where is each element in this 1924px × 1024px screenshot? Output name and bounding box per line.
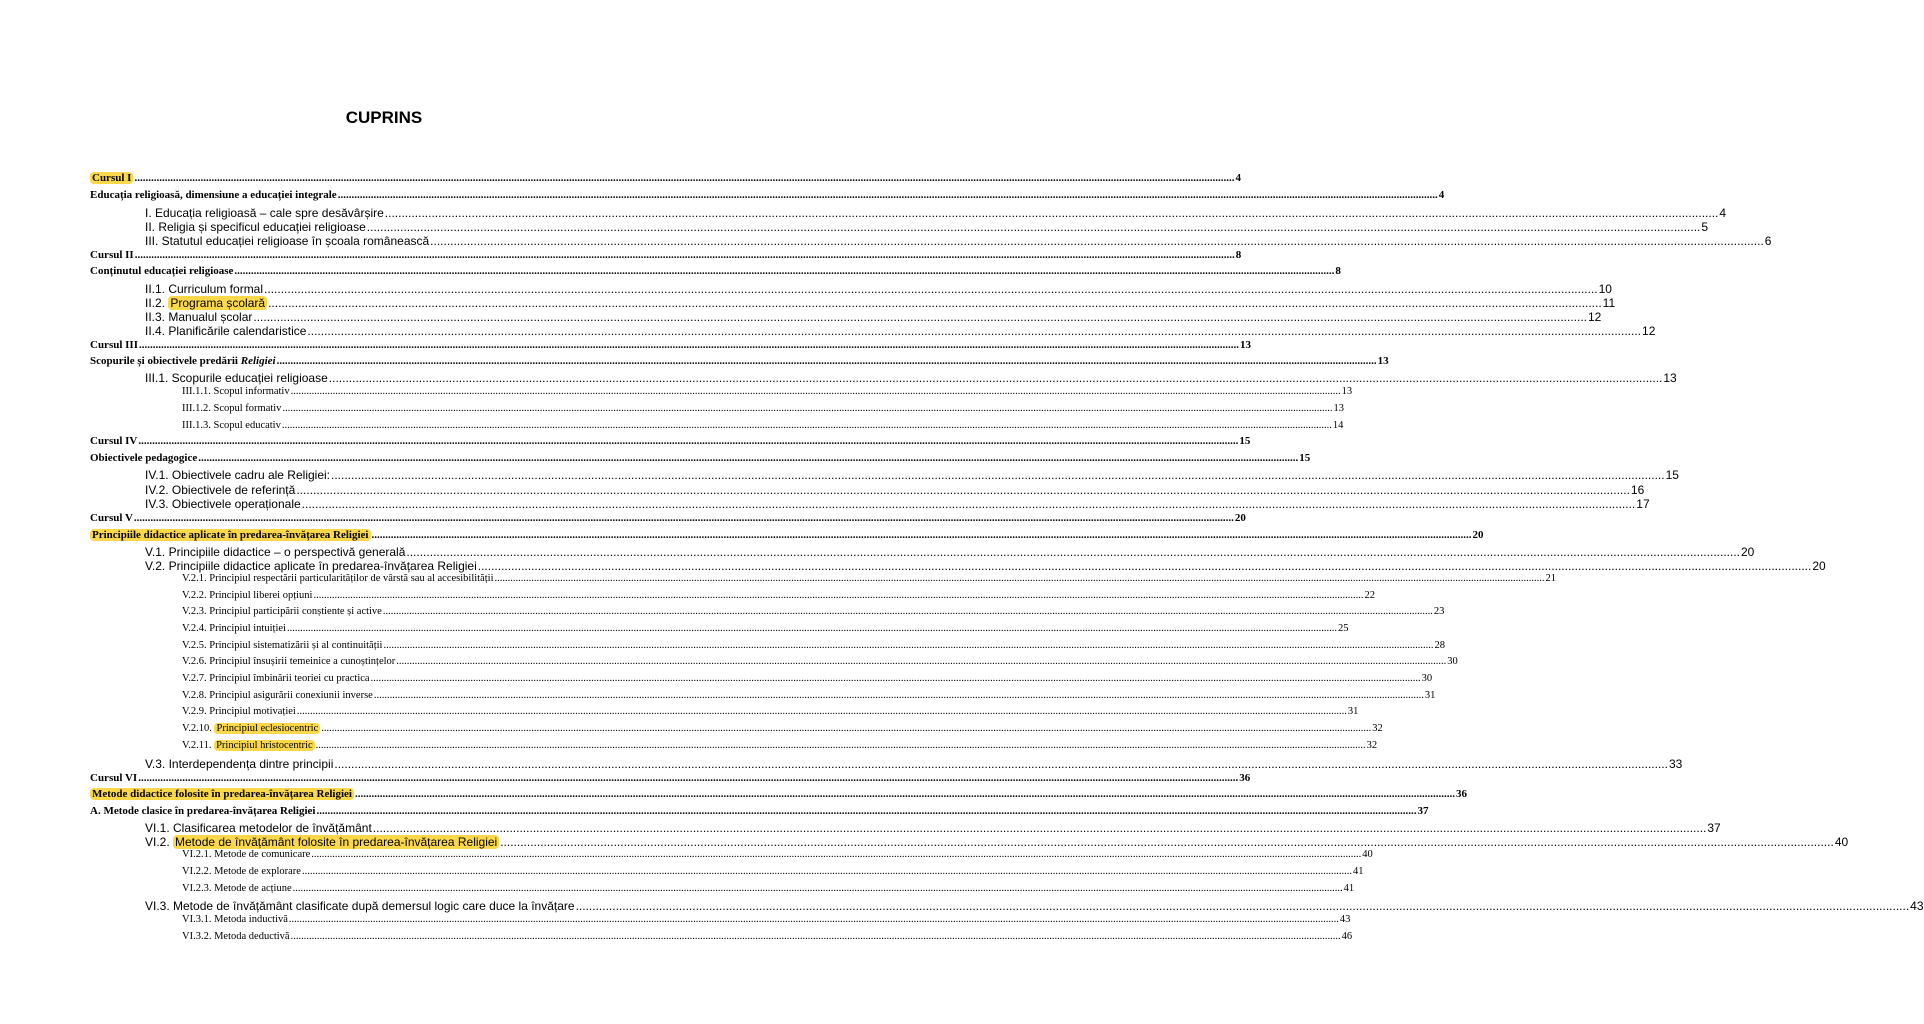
toc-entry-page-number: 21 bbox=[1545, 573, 1556, 584]
toc-entry-page-number: 33 bbox=[1668, 757, 1683, 771]
toc-entry-label bbox=[145, 296, 267, 310]
dot-leader: ................................................................................................................................................................................................................................................................................................................................................................................................................ bbox=[138, 772, 1239, 784]
toc-entry-title: II.4. Planificările calendaristice bbox=[145, 324, 307, 338]
toc-entry-title: IV.1. Obiectivele cadru ale Religiei: bbox=[145, 468, 330, 482]
dot-leader: ................................................................................................................................................................................................................................................................................................................................................................................................................ bbox=[253, 310, 1587, 324]
toc-entry-title: VI.1. Clasificarea metodelor de învățământ bbox=[145, 821, 372, 835]
dot-leader: ................................................................................................................................................................................................................................................................................................................................................................................................................ bbox=[134, 249, 1235, 261]
toc-entry-page-number: 16 bbox=[1630, 483, 1645, 497]
toc-entry-page-number: 20 bbox=[1472, 529, 1484, 541]
toc-entry-label bbox=[145, 310, 252, 324]
dot-leader: ................................................................................................................................................................................................................................................................................................................................................................................................................ bbox=[315, 740, 1366, 751]
dot-leader: ................................................................................................................................................................................................................................................................................................................................................................................................................ bbox=[134, 172, 1235, 184]
dot-leader: ................................................................................................................................................................................................................................................................................................................................................................................................................ bbox=[382, 606, 1433, 617]
toc-entry-title: Metode de învățământ folosite în predarea-învățarea Religiei bbox=[175, 835, 498, 849]
dot-leader: ................................................................................................................................................................................................................................................................................................................................................................................................................ bbox=[292, 883, 1343, 894]
toc-entry-label bbox=[182, 606, 382, 617]
toc-entry-page-number: 32 bbox=[1372, 723, 1383, 734]
toc-entry-title: III. Statutul educației religioase în școala românească bbox=[145, 234, 430, 248]
toc-entry-title: V.2.5. Principiul sistematizării și al continuității bbox=[182, 640, 383, 651]
toc-entry-label bbox=[145, 835, 499, 849]
toc-entry-page-number: 36 bbox=[1455, 788, 1467, 800]
toc-entry[interactable] bbox=[145, 545, 1755, 559]
toc-entry-page-number: 20 bbox=[1234, 512, 1246, 524]
toc-entry-label bbox=[90, 772, 137, 784]
toc-entry[interactable] bbox=[182, 866, 1364, 877]
toc-entry-page-number: 31 bbox=[1347, 706, 1359, 717]
toc-entry[interactable] bbox=[90, 355, 1389, 367]
toc-entry-label bbox=[182, 656, 395, 667]
toc-entry-title: V.3. Interdependența dintre principii bbox=[145, 757, 334, 771]
dot-leader: ................................................................................................................................................................................................................................................................................................................................................................................................................ bbox=[307, 324, 1642, 338]
dot-leader: ................................................................................................................................................................................................................................................................................................................................................................................................................ bbox=[337, 189, 1438, 201]
toc-entry-number: II.2. bbox=[145, 296, 169, 310]
toc-entry-label bbox=[145, 559, 477, 573]
toc-entry-page-number: 4 bbox=[1235, 172, 1241, 184]
dot-leader: ................................................................................................................................................................................................................................................................................................................................................................................................................ bbox=[370, 673, 1421, 684]
toc-entry-label bbox=[145, 282, 263, 296]
toc-entry-label bbox=[145, 324, 306, 338]
toc-entry[interactable] bbox=[90, 435, 1251, 447]
toc-entry-title: V.2. Principiile didactice aplicate în predarea-învățarea Religiei bbox=[145, 559, 477, 573]
toc-entry-label bbox=[182, 723, 320, 734]
toc-entry[interactable] bbox=[182, 573, 1556, 584]
toc-entry-title: II. Religia și specificul educației religioase bbox=[145, 220, 366, 234]
toc-entry[interactable] bbox=[145, 483, 1645, 497]
dot-leader: ................................................................................................................................................................................................................................................................................................................................................................................................................ bbox=[282, 403, 1333, 414]
toc-entry-page-number: 43 bbox=[1910, 899, 1924, 913]
toc-entry-number: VI.2. bbox=[145, 835, 174, 849]
toc-entry-label bbox=[182, 690, 373, 701]
toc-entry-label bbox=[145, 545, 405, 559]
toc-entry[interactable] bbox=[182, 931, 1353, 942]
toc-entry-label bbox=[90, 788, 354, 800]
toc-entry-label bbox=[182, 866, 301, 877]
toc-entry-number: V.2.11. bbox=[182, 740, 215, 751]
toc-entry[interactable] bbox=[182, 386, 1353, 397]
toc-entry-title: Scopurile și obiectivele predării bbox=[90, 355, 241, 367]
dot-leader: ................................................................................................................................................................................................................................................................................................................................................................................................................ bbox=[234, 265, 1335, 277]
toc-entry-page-number: 20 bbox=[1812, 559, 1826, 573]
toc-entry[interactable] bbox=[90, 788, 1467, 800]
toc-entry-number: V.2.10. bbox=[182, 723, 215, 734]
dot-leader: ................................................................................................................................................................................................................................................................................................................................................................................................................ bbox=[575, 899, 1910, 913]
toc-entry-title: V.2.3. Principiul participării conștiente și active bbox=[182, 606, 382, 617]
toc-entry[interactable] bbox=[182, 420, 1344, 431]
toc-entry-page-number: 20 bbox=[1740, 545, 1755, 559]
toc-entry-label bbox=[90, 172, 133, 184]
toc-entry-page-number: 41 bbox=[1343, 883, 1355, 894]
toc-entry-page-number: 30 bbox=[1421, 673, 1433, 684]
toc-entry-title: Cursul VI bbox=[90, 772, 138, 784]
toc-entry-title: VI.2.1. Metode de comunicare bbox=[182, 849, 311, 860]
toc-entry-title: IV.2. Obiectivele de referință bbox=[145, 483, 296, 497]
dot-leader: ................................................................................................................................................................................................................................................................................................................................................................................................................ bbox=[371, 529, 1472, 541]
toc-entry[interactable] bbox=[90, 772, 1251, 784]
toc-entry-title: IV.3. Obiectivele operaționale bbox=[145, 497, 301, 511]
dot-leader: ................................................................................................................................................................................................................................................................................................................................................................................................................ bbox=[198, 452, 1299, 464]
dot-leader: ................................................................................................................................................................................................................................................................................................................................................................................................................ bbox=[296, 706, 1347, 717]
toc-entry-page-number: 40 bbox=[1362, 849, 1373, 860]
dot-leader: ................................................................................................................................................................................................................................................................................................................................................................................................................ bbox=[384, 206, 1719, 220]
dot-leader: ................................................................................................................................................................................................................................................................................................................................................................................................................ bbox=[290, 386, 1341, 397]
toc-entry-title: Cursul II bbox=[90, 249, 134, 261]
dot-leader: ................................................................................................................................................................................................................................................................................................................................................................................................................ bbox=[286, 623, 1337, 634]
toc-entry-title: Conținutul educației religioase bbox=[90, 265, 234, 277]
toc-entry-page-number: 46 bbox=[1341, 931, 1353, 942]
toc-entry-page-number: 15 bbox=[1665, 468, 1679, 482]
dot-leader: ................................................................................................................................................................................................................................................................................................................................................................................................................ bbox=[139, 339, 1239, 351]
toc-entry[interactable] bbox=[182, 623, 1349, 634]
toc-entry-title: III.1.3. Scopul educativ bbox=[182, 420, 281, 431]
toc-entry-title: I. Educația religioasă – cale spre desăvârșire bbox=[145, 206, 384, 220]
toc-entry[interactable] bbox=[145, 324, 1656, 338]
toc-entry-page-number: 10 bbox=[1598, 282, 1612, 296]
toc-entry-page-number: 12 bbox=[1587, 310, 1602, 324]
toc-entry-label bbox=[182, 403, 281, 414]
toc-entry-page-number: 30 bbox=[1447, 656, 1458, 667]
toc-entry-label bbox=[90, 249, 134, 261]
toc-entry-title: Metode didactice folosite în predarea-învățarea Religiei bbox=[92, 788, 352, 800]
toc-entry-title: III.1.1. Scopul informativ bbox=[182, 386, 290, 397]
toc-entry-label bbox=[90, 435, 137, 447]
toc-entry-label bbox=[182, 640, 382, 651]
toc-entry-label bbox=[145, 821, 372, 835]
toc-entry[interactable] bbox=[90, 172, 1241, 184]
dot-leader: ................................................................................................................................................................................................................................................................................................................................................................................................................ bbox=[296, 483, 1630, 497]
toc-entry[interactable] bbox=[145, 835, 1849, 849]
toc-entry-label bbox=[182, 590, 312, 601]
toc-entry-label bbox=[145, 468, 330, 482]
toc-entry-label bbox=[145, 371, 328, 385]
toc-entry-title: III.1. Scopurile educației religioase bbox=[145, 371, 328, 385]
dot-leader: ................................................................................................................................................................................................................................................................................................................................................................................................................ bbox=[301, 497, 1636, 511]
toc-entry-page-number: 37 bbox=[1707, 821, 1721, 835]
toc-entry[interactable] bbox=[182, 723, 1383, 734]
toc-entry-page-number: 17 bbox=[1636, 497, 1650, 511]
toc-entry-page-number: 6 bbox=[1764, 234, 1772, 248]
toc-entry[interactable] bbox=[182, 590, 1375, 601]
toc-entry[interactable] bbox=[182, 640, 1445, 651]
toc-entry-label bbox=[182, 849, 310, 860]
toc-entry-title: Principiile didactice aplicate în predarea-învățarea Religiei bbox=[92, 529, 369, 541]
toc-entry-label bbox=[145, 234, 429, 248]
toc-entry[interactable] bbox=[145, 234, 1772, 248]
dot-leader: ................................................................................................................................................................................................................................................................................................................................................................................................................ bbox=[396, 656, 1447, 667]
toc-entry-label bbox=[90, 355, 276, 367]
toc-entry-label bbox=[145, 206, 384, 220]
dot-leader: ................................................................................................................................................................................................................................................................................................................................................................................................................ bbox=[373, 690, 1424, 701]
toc-entry-page-number: 13 bbox=[1663, 371, 1677, 385]
dot-leader: ................................................................................................................................................................................................................................................................................................................................................................................................................ bbox=[331, 468, 1665, 482]
toc-entry-label bbox=[90, 529, 371, 541]
page-title: CUPRINS bbox=[345, 108, 423, 127]
dot-leader: ................................................................................................................................................................................................................................................................................................................................................................................................................ bbox=[313, 590, 1364, 601]
toc-entry-page-number: 15 bbox=[1299, 452, 1311, 464]
dot-leader: ................................................................................................................................................................................................................................................................................................................................................................................................................ bbox=[281, 420, 1332, 431]
toc-entry-label bbox=[145, 497, 301, 511]
toc-entry-page-number: 28 bbox=[1434, 640, 1445, 651]
dot-leader: ................................................................................................................................................................................................................................................................................................................................................................................................................ bbox=[301, 866, 1352, 877]
toc-entry-label bbox=[90, 189, 337, 201]
toc-entry[interactable] bbox=[145, 282, 1612, 296]
toc-entry[interactable] bbox=[90, 249, 1242, 261]
toc-entry-page-number: 43 bbox=[1339, 914, 1351, 925]
toc-entry-label bbox=[182, 706, 296, 717]
toc-entry[interactable] bbox=[90, 339, 1251, 351]
toc-entry-title: Principiul eclesiocentric bbox=[216, 723, 319, 734]
toc-entry[interactable] bbox=[182, 656, 1458, 667]
toc-entry[interactable] bbox=[182, 740, 1378, 751]
toc-entry[interactable] bbox=[90, 512, 1246, 524]
toc-entry[interactable] bbox=[145, 821, 1721, 835]
toc-entry-label bbox=[90, 512, 133, 524]
toc-entry-label bbox=[182, 914, 288, 925]
toc-entry-title: Cursul III bbox=[90, 339, 138, 351]
dot-leader: ................................................................................................................................................................................................................................................................................................................................................................................................................ bbox=[372, 821, 1707, 835]
toc-entry[interactable] bbox=[145, 757, 1683, 771]
toc-entry[interactable] bbox=[90, 189, 1445, 201]
dot-leader: ................................................................................................................................................................................................................................................................................................................................................................................................................ bbox=[366, 220, 1701, 234]
toc-entry-title: Cursul V bbox=[90, 512, 133, 524]
toc-entry-page-number: 8 bbox=[1335, 265, 1341, 277]
toc-entry-label bbox=[90, 265, 233, 277]
dot-leader: ................................................................................................................................................................................................................................................................................................................................................................................................................ bbox=[334, 757, 1668, 771]
toc-entry-page-number: 25 bbox=[1337, 623, 1349, 634]
toc-entry-title: Obiectivele pedagogice bbox=[90, 452, 198, 464]
dot-leader: ................................................................................................................................................................................................................................................................................................................................................................................................................ bbox=[288, 914, 1339, 925]
toc-entry-title: VI.2.3. Metode de acțiune bbox=[182, 883, 292, 894]
dot-leader: ................................................................................................................................................................................................................................................................................................................................................................................................................ bbox=[500, 835, 1834, 849]
dot-leader: ................................................................................................................................................................................................................................................................................................................................................................................................................ bbox=[328, 371, 1663, 385]
toc-entry-page-number: 31 bbox=[1424, 690, 1436, 701]
dot-leader: ................................................................................................................................................................................................................................................................................................................................................................................................................ bbox=[264, 282, 1598, 296]
toc-entry-page-number: 5 bbox=[1701, 220, 1709, 234]
toc-entry-title: V.2.2. Principiul liberei opțiuni bbox=[182, 590, 313, 601]
dot-leader: ................................................................................................................................................................................................................................................................................................................................................................................................................ bbox=[406, 545, 1740, 559]
dot-leader: ................................................................................................................................................................................................................................................................................................................................................................................................................ bbox=[311, 849, 1362, 860]
toc-entry-title-italic: Religiei bbox=[240, 355, 276, 367]
toc-entry[interactable] bbox=[145, 206, 1727, 220]
dot-leader: ................................................................................................................................................................................................................................................................................................................................................................................................................ bbox=[430, 234, 1764, 248]
toc-entry-page-number: 23 bbox=[1433, 606, 1445, 617]
toc-entry-title: II.3. Manualul școlar bbox=[145, 310, 253, 324]
toc-entry-page-number: 8 bbox=[1235, 249, 1242, 261]
toc-entry-title: V.2.9. Principiul motivației bbox=[182, 706, 296, 717]
toc-entry-title: Programa școlară bbox=[170, 296, 266, 310]
toc-entry-page-number: 32 bbox=[1366, 740, 1378, 751]
toc-entry-page-number: 22 bbox=[1364, 590, 1375, 601]
toc-entry-label bbox=[182, 931, 290, 942]
toc-entry-page-number: 14 bbox=[1332, 420, 1344, 431]
toc-entry-label bbox=[182, 420, 281, 431]
toc-entry[interactable] bbox=[145, 559, 1826, 573]
dot-leader: ................................................................................................................................................................................................................................................................................................................................................................................................................ bbox=[133, 512, 1234, 524]
toc-entry[interactable] bbox=[145, 468, 1679, 482]
dot-leader: ................................................................................................................................................................................................................................................................................................................................................................................................................ bbox=[354, 788, 1455, 800]
toc-entry-title: V.2.8. Principiul asigurării conexiunii inverse bbox=[182, 690, 373, 701]
dot-leader: ................................................................................................................................................................................................................................................................................................................................................................................................................ bbox=[138, 435, 1239, 447]
toc-entry[interactable] bbox=[182, 690, 1436, 701]
toc-entry[interactable] bbox=[145, 371, 1677, 385]
dot-leader: ................................................................................................................................................................................................................................................................................................................................................................................................................ bbox=[276, 355, 1377, 367]
toc-entry-title: V.2.6. Principiul însușirii temeinice a cunoștințelor bbox=[182, 656, 396, 667]
toc-entry-label bbox=[145, 757, 333, 771]
toc-entry[interactable] bbox=[182, 883, 1355, 894]
dot-leader: ................................................................................................................................................................................................................................................................................................................................................................................................................ bbox=[477, 559, 1812, 573]
toc-entry-title: VI.3.1. Metoda inductivă bbox=[182, 914, 288, 925]
toc-entry[interactable] bbox=[182, 706, 1359, 717]
dot-leader: ................................................................................................................................................................................................................................................................................................................................................................................................................ bbox=[290, 931, 1341, 942]
toc-entry[interactable] bbox=[145, 899, 1924, 913]
toc-entry-title: V.1. Principiile didactice – o perspectivă generală bbox=[145, 545, 406, 559]
toc-entry-label bbox=[90, 805, 315, 817]
toc-entry[interactable] bbox=[182, 849, 1373, 860]
toc-entry-label bbox=[90, 452, 197, 464]
toc-entry-label bbox=[182, 740, 315, 751]
toc-entry-title: A. Metode clasice în predarea-învățarea Religiei bbox=[90, 805, 316, 817]
toc-entry-title: V.2.7. Principiul îmbinării teoriei cu practica bbox=[182, 673, 370, 684]
dot-leader: ................................................................................................................................................................................................................................................................................................................................................................................................................ bbox=[268, 296, 1602, 310]
toc-entry-title: II.1. Curriculum formal bbox=[145, 282, 264, 296]
toc-entry-page-number: 4 bbox=[1438, 189, 1445, 201]
dot-leader: ................................................................................................................................................................................................................................................................................................................................................................................................................ bbox=[383, 640, 1434, 651]
toc-entry[interactable] bbox=[145, 296, 1616, 310]
toc-entry[interactable] bbox=[145, 497, 1650, 511]
toc-entry-page-number: 4 bbox=[1719, 206, 1727, 220]
toc-entry-label bbox=[182, 573, 494, 584]
toc-entry-page-number: 40 bbox=[1834, 835, 1849, 849]
toc-entry-label bbox=[90, 339, 138, 351]
dot-leader: ................................................................................................................................................................................................................................................................................................................................................................................................................ bbox=[316, 805, 1417, 817]
toc-entry[interactable] bbox=[90, 805, 1429, 817]
toc-entry-label bbox=[145, 220, 366, 234]
toc-entry[interactable] bbox=[90, 452, 1311, 464]
toc-entry-title: III.1.2. Scopul formativ bbox=[182, 403, 282, 414]
dot-leader: ................................................................................................................................................................................................................................................................................................................................................................................................................ bbox=[494, 573, 1545, 584]
toc-entry-title: Cursul IV bbox=[90, 435, 138, 447]
toc-entry-page-number: 13 bbox=[1341, 386, 1353, 397]
toc-entry-page-number: 12 bbox=[1642, 324, 1656, 338]
toc-entry[interactable] bbox=[90, 529, 1484, 541]
toc-entry-title: Cursul I bbox=[92, 172, 132, 184]
toc-entry-page-number: 13 bbox=[1240, 339, 1251, 351]
toc-entry[interactable] bbox=[145, 310, 1602, 324]
toc-entry-label bbox=[182, 623, 286, 634]
toc-entry-title: V.2.4. Principiul intuiției bbox=[182, 623, 286, 634]
toc-entry-title: VI.3. Metode de învățământ clasificate după demersul logic care duce la învățare bbox=[145, 899, 575, 913]
toc-entry-page-number: 11 bbox=[1602, 296, 1616, 310]
toc-entry-page-number: 41 bbox=[1352, 866, 1364, 877]
toc-entry[interactable] bbox=[90, 265, 1341, 277]
toc-entry[interactable] bbox=[182, 673, 1433, 684]
toc-entry-title: VI.2.2. Metode de explorare bbox=[182, 866, 301, 877]
toc-entry-page-number: 37 bbox=[1417, 805, 1429, 817]
toc-entry-page-number: 13 bbox=[1333, 403, 1344, 414]
toc-entry-title: Educația religioasă, dimensiune a educației integrale bbox=[90, 189, 337, 201]
toc-entry-label bbox=[145, 899, 575, 913]
toc-entry-label bbox=[182, 386, 290, 397]
dot-leader: ................................................................................................................................................................................................................................................................................................................................................................................................................ bbox=[321, 723, 1372, 734]
toc-entry-page-number: 36 bbox=[1239, 772, 1251, 784]
toc-entry-label bbox=[182, 673, 370, 684]
toc-entry-label bbox=[145, 483, 295, 497]
toc-entry[interactable] bbox=[182, 403, 1344, 414]
toc-entry-page-number: 13 bbox=[1377, 355, 1389, 367]
toc-entry[interactable] bbox=[145, 220, 1709, 234]
toc-entry-title: VI.3.2. Metoda deductivă bbox=[182, 931, 290, 942]
toc-entry-title: V.2.1. Principiul respectării particularităților de vârstă sau al accesibilității bbox=[182, 573, 494, 584]
toc-entry-page-number: 15 bbox=[1239, 435, 1251, 447]
toc-entry[interactable] bbox=[182, 606, 1445, 617]
toc-entry-title: Principiul hristocentric bbox=[216, 740, 313, 751]
toc-entry-label bbox=[182, 883, 292, 894]
toc-entry[interactable] bbox=[182, 914, 1351, 925]
